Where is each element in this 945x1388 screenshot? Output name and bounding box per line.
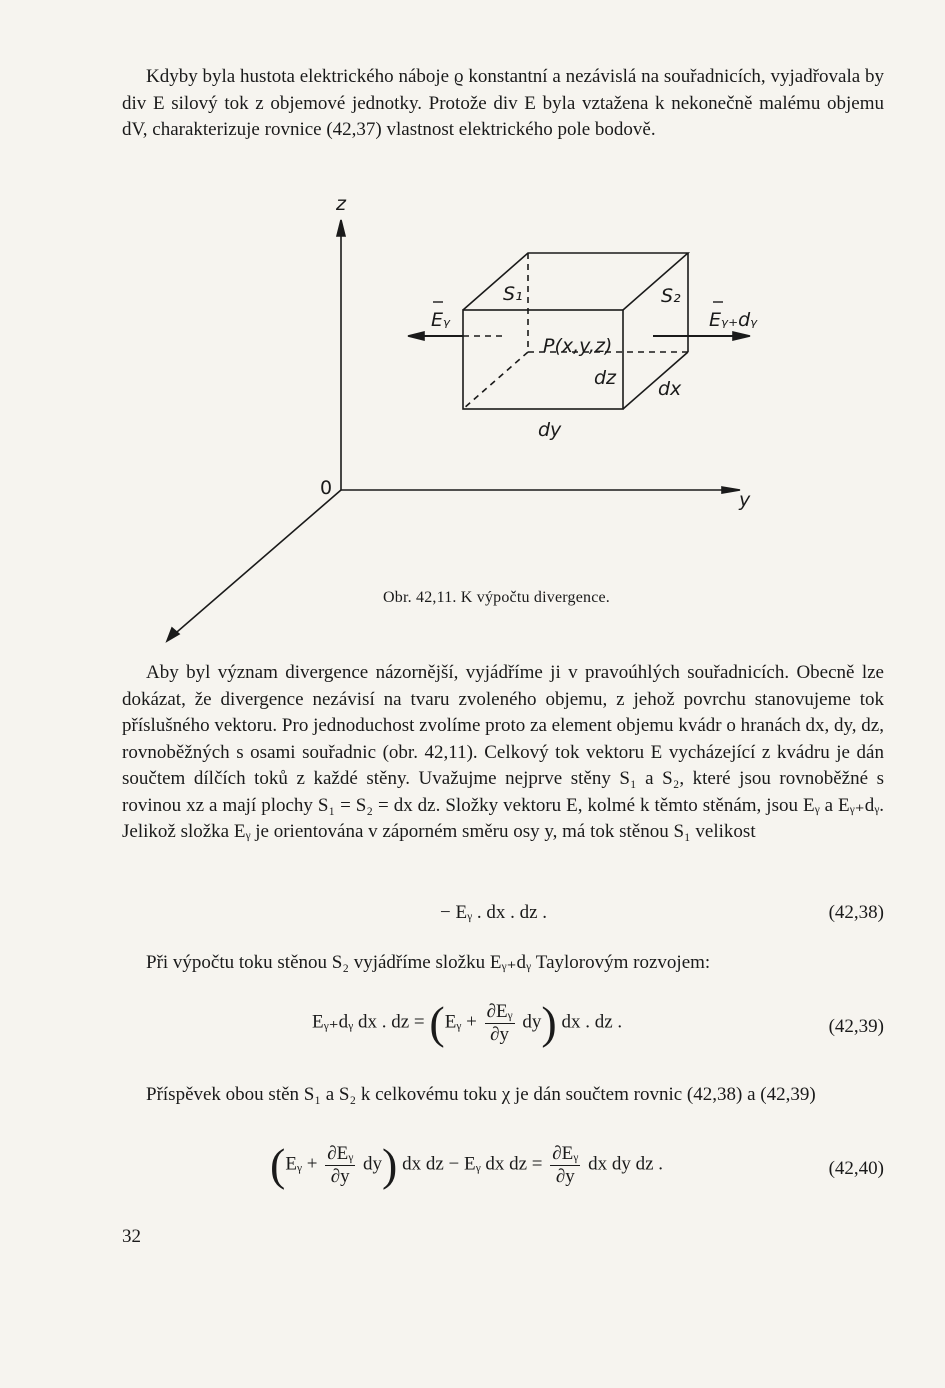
point-label: P(x,y,z) [543,335,613,357]
dz-label: dz [594,367,617,389]
equation-42-39-body [312,997,623,1048]
e40-frac2-den: ∂y [555,1165,575,1187]
equation-42-39 [122,997,884,1060]
figure-caption: Obr. 42,11. K výpočtu divergence. [383,589,610,606]
y-axis-arrow [722,487,740,493]
page-number: 32 [122,1226,141,1247]
e40-fraction [325,1143,355,1188]
origin-label: 0 [320,477,333,499]
e39-frac-num: ∂Eᵧ [486,1000,513,1022]
eydy-label: Eᵧ₊dᵧ [709,309,758,331]
e40-frac2-num: ∂Eᵧ [552,1142,579,1164]
e40-tail: dx dy dz . [588,1153,664,1175]
e39-close-paren: ) [541,997,557,1048]
equation-42-38-number: (42,38) [828,902,884,923]
e39-tail: dx . dz . [561,1011,623,1033]
e39-plus: + [466,1011,477,1033]
e39-fraction [485,1001,515,1046]
equation-42-38-body: − Eᵧ . dx . dz . [440,902,548,923]
paragraph-1: Kdyby byla hustota elektrického náboje ϱ konstantní a nezávislá na souřadnicích, vyjadřovala by div E silový tok z objemové jednotky. Protože div E byla vztažena k nekonečně malému objemu dV, charakterizuje rovnice (42,37) vlastnost elektrického pole bodově. [122,66,884,140]
e40-frac-den: ∂y [330,1165,350,1187]
s1-label: S₁ [503,283,523,305]
eydy-vector-arrow [733,332,750,340]
e40-open-paren: ( [270,1139,286,1190]
e39-frac-den: ∂y [490,1023,510,1045]
equation-42-40-number: (42,40) [828,1158,884,1179]
s2-label: S₂ [661,285,681,307]
e39-open-paren: ( [429,997,445,1048]
ey-label: Eᵧ [431,309,451,331]
e40-close-paren: ) [382,1139,398,1190]
cube-top-face [463,253,688,310]
equation-42-38 [122,900,884,940]
ey-vector-arrow [408,332,424,340]
figure-divergence-cube [150,185,790,655]
e40-dy: dy [363,1153,382,1175]
e40-ey: Eᵧ [285,1153,302,1175]
e39-lhs: Eᵧ₊dᵧ dx . dz = [312,1011,425,1033]
equation-42-39-number: (42,39) [828,1016,884,1037]
paragraph-4: Příspěvek obou stěn S₁ a S₂ k celkovému toku χ je dán součtem rovnic (42,38) a (42,39) [146,1084,816,1105]
dy-label: dy [538,419,562,441]
x-axis [170,490,341,638]
equation-42-40 [122,1139,884,1202]
e40-fraction-2 [550,1143,580,1188]
e40-frac-num: ∂Eᵧ [327,1142,354,1164]
dx-label: dx [658,378,682,400]
y-axis-label: y [739,489,751,511]
x-axis-arrow [167,628,179,641]
cube-front-face [463,310,623,409]
equation-42-40-body [270,1139,664,1190]
e40-plus: + [306,1153,318,1175]
e39-dy: dy [522,1011,542,1033]
e40-mid: dx dz − Eᵧ dx dz = [402,1153,543,1175]
z-axis-label: z [336,193,346,215]
paragraph-3: Při výpočtu toku stěnou S₂ vyjádříme složku Eᵧ₊dᵧ Taylorovým rozvojem: [146,952,711,973]
z-axis-arrow [337,220,345,236]
e39-ey: Eᵧ [444,1011,462,1033]
paragraph-2: Aby byl význam divergence názornější, vyjádříme ji v pravoúhlých souřadnicích. Obecně lze dokázat, že divergence nezávisí na tvaru zvoleného objemu, z jehož povrchu stanovujeme tok příslušného vektoru. Pro jednoduchost zvolíme proto za element objemu kvádr o hranách dx, dy, dz, rovnoběžných s osami souřadnic (obr. 42,11). Celkový tok vektoru E vycházející z kvádru je dán součtem dílčích toků z každé stěny. Uvažujme nejprve stěny S₁ a S₂, které jsou rovnoběžné s rovinou xz a mají plochy S₁ = S₂ = dx dz. Složky vektoru E, kolmé k těmto stěnám, jsou Eᵧ a Eᵧ₊dᵧ. Jelikož složka Eᵧ je orientována v záporném směru osy y, má tok stěnou S₁ velikost [122,662,884,842]
cube-hidden-diagonal [463,352,528,409]
